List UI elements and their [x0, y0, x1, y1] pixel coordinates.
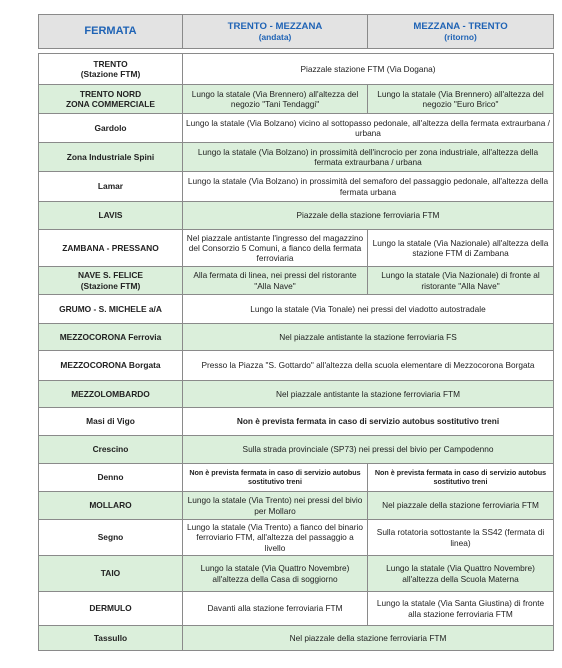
- stop-name: MEZZOCORONA Borgata: [39, 351, 183, 381]
- stop-name: Crescino: [39, 436, 183, 464]
- stop-name: TRENTO NORD ZONA COMMERCIALE: [39, 85, 183, 114]
- stop-name: NAVE S. FELICE (Stazione FTM): [39, 267, 183, 295]
- stop-location-ritorno: Nel piazzale della stazione ferroviaria FTM: [368, 492, 554, 520]
- table-row: [39, 556, 554, 592]
- stop-name: LAVIS: [39, 202, 183, 230]
- table-row: [39, 408, 554, 436]
- stop-location-andata: Lungo la statale (Via Quattro Novembre) all'altezza della Casa di soggiorno: [183, 556, 368, 592]
- bus-stops-table-container: [38, 14, 553, 651]
- table-row: [39, 143, 554, 172]
- stop-name: Lamar: [39, 172, 183, 202]
- stop-name: Zona Industriale Spini: [39, 143, 183, 172]
- header-andata-title: TRENTO - MEZZANA: [227, 20, 323, 32]
- stop-name: MEZZOCORONA Ferrovia: [39, 324, 183, 351]
- stop-location: Lungo la statale (Via Bolzano) in prossimità del semaforo del passaggio pedonale, all'altezza della fermata urbana: [183, 172, 554, 202]
- stop-name: MOLLARO: [39, 492, 183, 520]
- table-row: [39, 492, 554, 520]
- table-row: [39, 295, 554, 324]
- table-row: [39, 324, 554, 351]
- table-row: [39, 202, 554, 230]
- table-row: [39, 172, 554, 202]
- header-ritorno: [368, 15, 554, 49]
- stop-location-andata: Alla fermata di linea, nei pressi del ristorante "Alla Nave": [183, 267, 368, 295]
- stop-name: TRENTO (Stazione FTM): [39, 54, 183, 85]
- stop-name: Denno: [39, 464, 183, 492]
- table-row: [39, 436, 554, 464]
- stop-location-andata: Davanti alla stazione ferroviaria FTM: [183, 592, 368, 626]
- stop-location: Presso la Piazza "S. Gottardo" all'altezza della scuola elementare di Mezzocorona Borgata: [183, 351, 554, 381]
- stop-location-andata: Lungo la statale (Via Trento) nei pressi del bivio per Mollaro: [183, 492, 368, 520]
- stop-location-andata: Nel piazzale antistante l'ingresso del magazzino del Consorzio 5 Comuni, a fianco della fermata ferroviaria: [183, 230, 368, 267]
- header-fermata: FERMATA: [39, 15, 183, 49]
- stop-location: Lungo la statale (Via Bolzano) vicino al sottopasso pedonale, all'altezza della fermata extraurbana / urbana: [183, 114, 554, 143]
- stop-location-ritorno: Lungo la statale (Via Nazionale) di fronte al ristorante "Alla Nave": [368, 267, 554, 295]
- table-row: [39, 381, 554, 408]
- stop-location-andata: Non è prevista fermata in caso di servizio autobus sostitutivo treni: [183, 464, 368, 492]
- stop-name: TAIO: [39, 556, 183, 592]
- stop-location: Sulla strada provinciale (SP73) nei pressi del bivio per Campodenno: [183, 436, 554, 464]
- table-header-row: [39, 15, 554, 49]
- stop-name: DERMULO: [39, 592, 183, 626]
- table-row: [39, 267, 554, 295]
- bus-stops-table: [38, 14, 554, 651]
- table-row: [39, 626, 554, 651]
- stop-name: Masi di Vigo: [39, 408, 183, 436]
- table-row: [39, 464, 554, 492]
- stop-location: Piazzale stazione FTM (Via Dogana): [183, 54, 554, 85]
- stop-location-ritorno: Lungo la statale (Via Brennero) all'altezza del negozio "Euro Brico": [368, 85, 554, 114]
- stop-location-ritorno: Sulla rotatoria sottostante la SS42 (fermata di linea): [368, 520, 554, 556]
- header-andata: [183, 15, 368, 49]
- stop-location-andata: Lungo la statale (Via Trento) a fianco del binario ferroviario FTM, all'altezza del passaggio a livello: [183, 520, 368, 556]
- table-row: [39, 351, 554, 381]
- stop-location: Lungo la statale (Via Bolzano) in prossimità dell'incrocio per zona industriale, all'altezza della fermata extraurbana / urbana: [183, 143, 554, 172]
- table-row: [39, 114, 554, 143]
- stop-location-ritorno: Lungo la statale (Via Nazionale) all'altezza della stazione FTM di Zambana: [368, 230, 554, 267]
- stop-location: Nel piazzale della stazione ferroviaria FTM: [183, 626, 554, 651]
- table-row: [39, 230, 554, 267]
- stop-name: ZAMBANA - PRESSANO: [39, 230, 183, 267]
- table-row: [39, 54, 554, 85]
- stop-name: Segno: [39, 520, 183, 556]
- stop-location: Piazzale della stazione ferroviaria FTM: [183, 202, 554, 230]
- table-row: [39, 85, 554, 114]
- stop-location-ritorno: Non è prevista fermata in caso di servizio autobus sostitutivo treni: [368, 464, 554, 492]
- stop-name: MEZZOLOMBARDO: [39, 381, 183, 408]
- header-ritorno-sub: (ritorno): [444, 32, 477, 43]
- table-row: [39, 520, 554, 556]
- header-ritorno-title: MEZZANA - TRENTO: [413, 20, 508, 32]
- stop-location: Nel piazzale antistante la stazione ferroviaria FS: [183, 324, 554, 351]
- stop-location: Non è prevista fermata in caso di servizio autobus sostitutivo treni: [183, 408, 554, 436]
- stop-name: GRUMO - S. MICHELE a/A: [39, 295, 183, 324]
- header-andata-sub: (andata): [258, 32, 292, 43]
- stop-name: Tassullo: [39, 626, 183, 651]
- stop-location-andata: Lungo la statale (Via Brennero) all'altezza del negozio "Tani Tendaggi": [183, 85, 368, 114]
- stop-location-ritorno: Lungo la statale (Via Quattro Novembre) all'altezza della Scuola Materna: [368, 556, 554, 592]
- table-row: [39, 592, 554, 626]
- stop-location: Nel piazzale antistante la stazione ferroviaria FTM: [183, 381, 554, 408]
- stop-name: Gardolo: [39, 114, 183, 143]
- stop-location-ritorno: Lungo la statale (Via Santa Giustina) di fronte alla stazione ferroviaria FTM: [368, 592, 554, 626]
- stop-location: Lungo la statale (Via Tonale) nei pressi del viadotto autostradale: [183, 295, 554, 324]
